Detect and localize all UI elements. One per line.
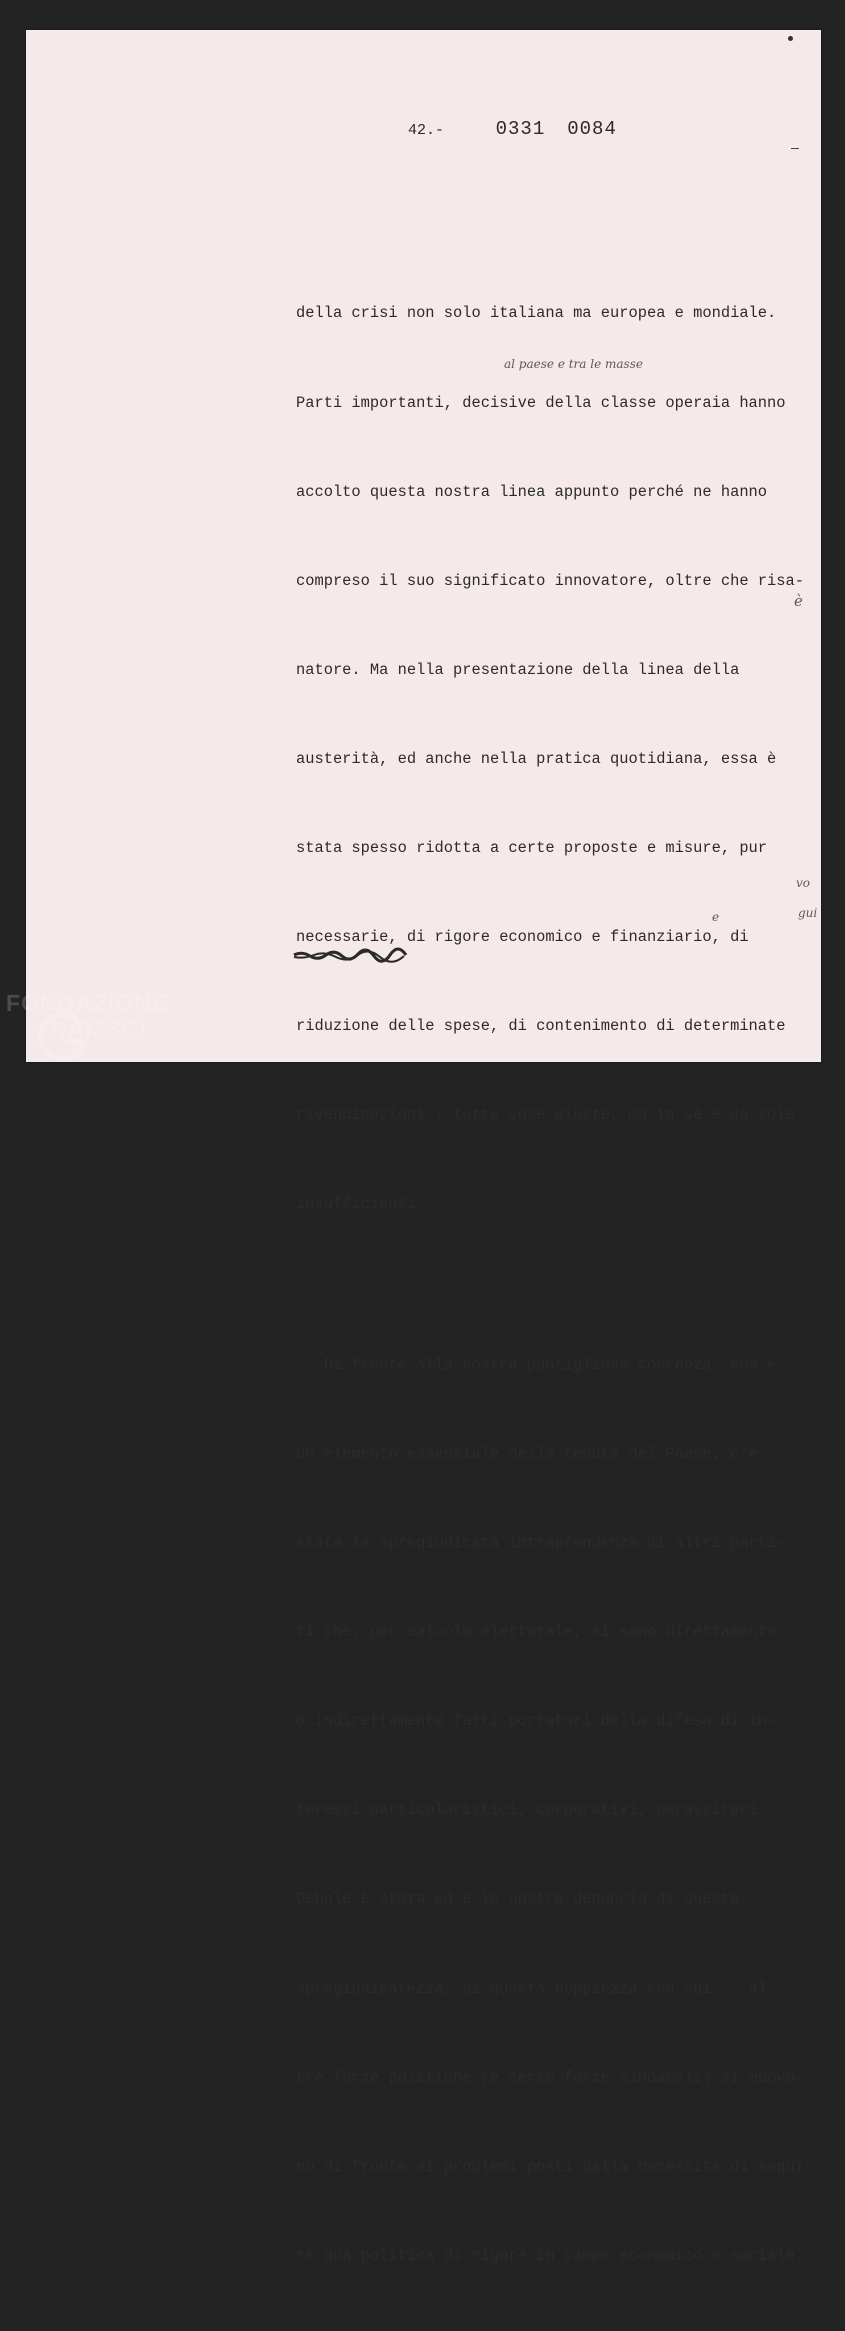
text-line: rivendicazioni : tutte cose giuste, ma in sé e da sole — [296, 1106, 795, 1125]
text-line: tre forze politiche (e certe forze sindacali) si muovo- — [296, 2068, 804, 2087]
handwritten-insert: al paese e tra le masse — [504, 357, 643, 371]
text-line: Di fronte alla nostra puntigliosa coerenza, che è — [296, 1355, 777, 1374]
text-line: necessarie, di rigore economico e finanziario, di — [296, 928, 749, 947]
typed-text — [296, 240, 836, 2331]
text-line: teressi particolaristici, corporativi, parassitari. — [296, 1801, 768, 1820]
text-line: o indirettamente fatti portatori della difesa di in- — [296, 1712, 777, 1731]
margin-tick — [791, 148, 799, 149]
archive-code — [496, 118, 617, 140]
paragraph-gap — [296, 1279, 836, 1291]
text-line: ti che, per calcolo elettorale, si sono direttamente — [296, 1623, 777, 1642]
watermark-g-icon — [36, 1008, 92, 1064]
watermark-line-2: RAMSCI — [50, 1016, 147, 1042]
text-line: un elemento essenziale della tenuta del Paese, c'è — [296, 1444, 758, 1463]
archive-code-part-2: 0084 — [567, 118, 617, 140]
document-page — [26, 30, 821, 2265]
text-line: accolto questa nostra linea appunto perché ne hanno — [296, 482, 768, 501]
text-line: re una politica di rigore in campo economico e sociale. — [296, 2246, 804, 2265]
text-line: no di fronte ai problemi posti dalla necessità di segui- — [296, 2157, 814, 2176]
archive-code-part-1: 0331 — [495, 118, 546, 140]
handwritten-correction: vo — [796, 876, 811, 890]
ink-dot — [788, 36, 793, 41]
handwritten-insert: e — [712, 910, 720, 924]
text-line: stata spesso ridotta a certe proposte e misure, pur — [296, 838, 768, 857]
page-header — [408, 118, 617, 140]
text-line: della crisi non solo italiana ma europea e mondiale. — [296, 304, 777, 323]
handwritten-correction: gui — [798, 906, 818, 920]
text-line: insufficienti. — [296, 1195, 426, 1214]
text-line: stata la spregiudicata intraprendenza di altri parti- — [296, 1534, 786, 1553]
page-number: 42.- — [408, 122, 445, 139]
watermark-line-1: FONDAZIONE — [6, 990, 169, 1016]
text-line: Parti importanti, decisive della classe operaia hanno — [296, 393, 786, 412]
text-line: Debole è stata ed è la nostra denuncia di questa — [296, 1890, 740, 1909]
text-line: riduzione delle spese, di contenimento di determinate — [296, 1017, 786, 1036]
text-line: spregiudicatezza, di questa doppiezza con cui al- — [296, 1979, 777, 1998]
crossed-out-text — [292, 950, 408, 960]
text-line: austerità, ed anche nella pratica quotidiana, essa è — [296, 749, 777, 768]
handwritten-accent: è — [794, 592, 803, 610]
text-line: compreso il suo significato innovatore, oltre che risa- — [296, 571, 804, 590]
watermark-logo — [6, 990, 168, 1042]
text-line: natore. Ma nella presentazione della linea della — [296, 660, 740, 679]
